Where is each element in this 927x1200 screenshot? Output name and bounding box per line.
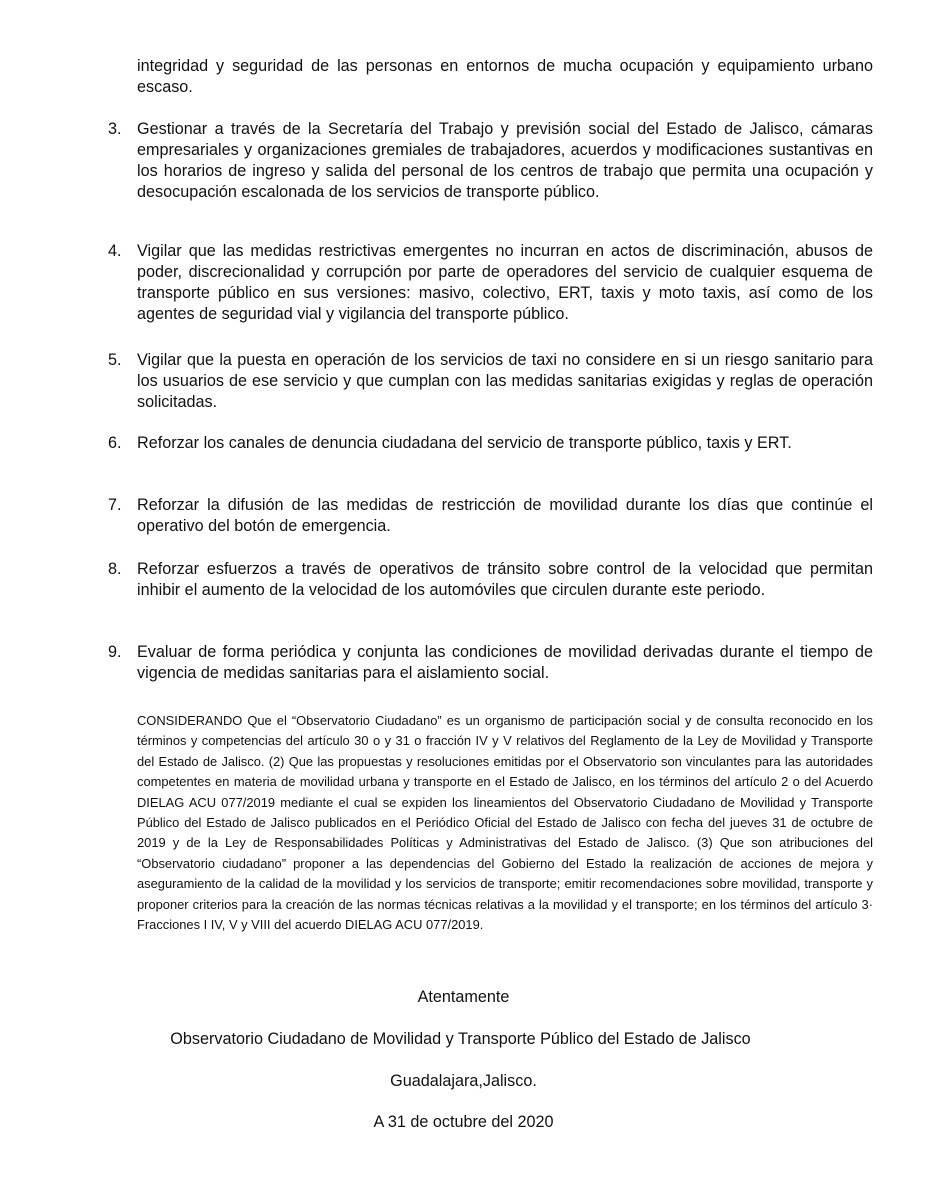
closing-salutation: Atentamente <box>417 988 510 1006</box>
closing-date: A 31 de octubre del 2020 <box>373 1113 554 1131</box>
list-item-3 <box>108 119 873 203</box>
list-item-text: Reforzar los canales de denuncia ciudadana del servicio de transporte público, taxis y ERT. <box>137 434 792 452</box>
list-item-number: 5. <box>108 351 122 369</box>
list-item-text: Gestionar a través de la Secretaría del Trabajo y previsión social del Estado de Jalisco, cámaras empresariales y organizaciones gremiales de trabajadores, acuerdos y modificaciones sustantivas en los horarios de ingreso y salida del personal de los centros de trabajo que permita una ocupación y desocupación escalonada de los servicios de transporte público. <box>137 120 873 201</box>
list-item-number: 3. <box>108 120 122 138</box>
list-item-number: 4. <box>108 242 122 260</box>
list-item-7 <box>108 495 873 537</box>
list-item-text: Vigilar que la puesta en operación de los servicios de taxi no considere en si un riesgo sanitario para los usuarios de ese servicio y que cumplan con las medidas sanitarias exigidas y reglas de operación solicitadas. <box>137 351 873 411</box>
list-item-6 <box>108 433 873 454</box>
closing-organization: Observatorio Ciudadano de Movilidad y Transporte Público del Estado de Jalisco <box>170 1030 751 1048</box>
intro-continuation: integridad y seguridad de las personas en entornos de mucha ocupación y equipamiento urbano escaso. <box>137 57 873 96</box>
list-item-number: 6. <box>108 434 122 452</box>
list-item-5 <box>108 350 873 413</box>
list-item-8 <box>108 559 873 601</box>
list-item-text: Evaluar de forma periódica y conjunta las condiciones de movilidad derivadas durante el tiempo de vigencia de medidas sanitarias para el aislamiento social. <box>137 643 873 682</box>
closing-city: Guadalajara,Jalisco. <box>390 1072 537 1090</box>
considerando-paragraph: CONSIDERANDO Que el “Observatorio Ciudadano” es un organismo de participación social y de consulta reconocido en los términos y competencias del artículo 30 o y 31 o fracción IV y V relativos del Reglamento de la Ley de Movilidad y Transporte del Estado de Jalisco. (2) Que las propuestas y resoluciones emitidas por el Observatorio son vinculantes para las autoridades competentes en materia de movilidad urbana y transporte en el Estado de Jalisco, en los términos del artículo 2 o del Acuerdo DIELAG ACU 077/2019 mediante el cual se expiden los lineamientos del Observatorio Ciudadano de Movilidad y Transporte Público del Estado de Jalisco publicados en el Periódico Oficial del Estado de Jalisco con fecha del jueves 31 de octubre de 2019 y de la Ley de Responsabilidades Políticas y Administrativas del Estado de Jalisco. (3) Que son atribuciones del “Observatorio ciudadano” proponer a las dependencias del Gobierno del Estado la realización de acciones de mejora y aseguramiento de la calidad de la movilidad y los servicios de transporte; emitir recomendaciones sobre movilidad, transporte y proponer criterios para la creación de las normas técnicas relativas a la movilidad y el transporte; en los términos del artículo 3· Fracciones I IV, V y VIII del acuerdo DIELAG ACU 077/2019. <box>137 713 873 933</box>
list-item-number: 7. <box>108 496 122 514</box>
list-item-number: 8. <box>108 560 122 578</box>
list-item-text: Reforzar la difusión de las medidas de restricción de movilidad durante los días que continúe el operativo del botón de emergencia. <box>137 496 873 535</box>
list-item-number: 9. <box>108 643 122 661</box>
list-item-text: Reforzar esfuerzos a través de operativos de tránsito sobre control de la velocidad que permitan inhibir el aumento de la velocidad de los automóviles que circulen durante este periodo. <box>137 560 873 599</box>
list-item-9 <box>108 642 873 684</box>
list-item-text: Vigilar que las medidas restrictivas emergentes no incurran en actos de discriminación, abusos de poder, discrecionalidad y corrupción por parte de operadores del servicio de cualquier esquema de transporte público en sus versiones: masivo, colectivo, ERT, taxis y moto taxis, así como de los agentes de seguridad vial y vigilancia del transporte público. <box>137 242 873 323</box>
list-item-4 <box>108 241 873 325</box>
